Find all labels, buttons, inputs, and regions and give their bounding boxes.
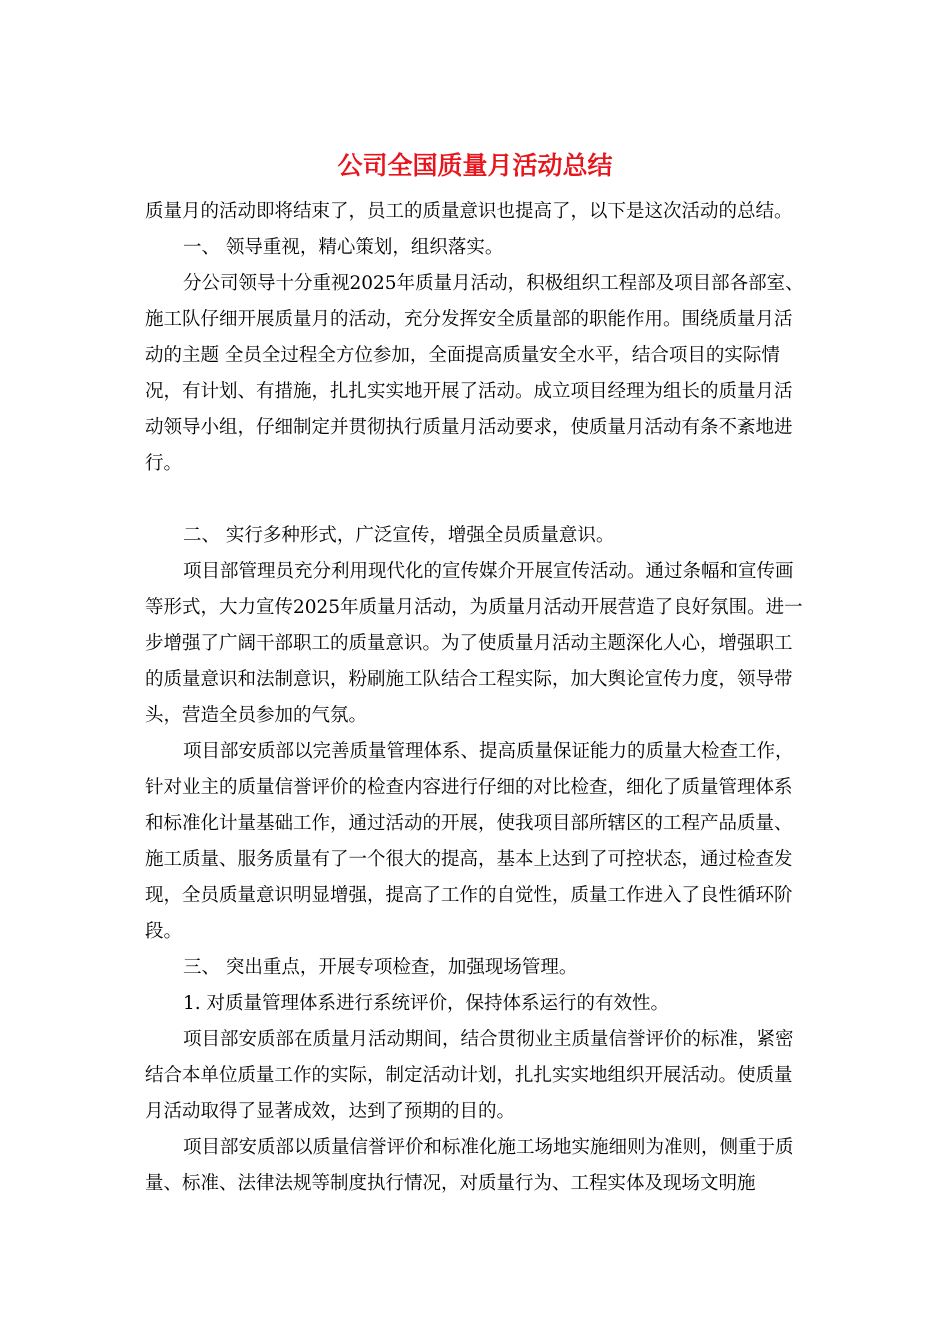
- blank-line: [145, 482, 810, 518]
- document-body: [145, 194, 810, 1202]
- paragraph: 项目部管理员充分利用现代化的宣传媒介开展宣传活动。通过条幅和宣传画等形式，大力宣传2025年质量月活动，为质量月活动开展营造了良好氛围。进一步增强了广阔干部职工的质量意识。为了使质量月活动主题深化人心，增强职工的质量意识和法制意识，粉刷施工队结合工程实际，加大舆论宣传力度，领导带头，营造全员参加的气氛。: [145, 561, 803, 726]
- paragraph: 项目部安质部在质量月活动期间，结合贯彻业主质量信誉评价的标准，紧密结合本单位质量工作的实际，制定活动计划，扎扎实实地组织开展活动。使质量月活动取得了显著成效，达到了预期的目的。: [145, 1029, 794, 1122]
- section-heading-1: 一、 领导重视，精心策划，组织落实。: [183, 237, 504, 258]
- document-title: 公司全国质量月活动总结: [337, 151, 613, 180]
- section-heading-3: 三、 突出重点，开展专项检查，加强现场管理。: [183, 957, 578, 978]
- paragraph: 项目部安质部以质量信誉评价和标准化施工场地实施细则为准则，侧重于质量、标准、法律法规等制度执行情况，对质量行为、工程实体及现场文明施: [145, 1137, 794, 1194]
- section-heading-2: 二、 实行多种形式，广泛宣传，增强全员质量意识。: [183, 525, 615, 546]
- paragraph: 分公司领导十分重视2025年质量月活动，积极组织工程部及项目部各部室、施工队仔细开展质量月的活动，充分发挥安全质量部的职能作用。围绕质量月活动的主题 全员全过程全方位参加，全面提高质量安全水平，结合项目的实际情况，有计划、有措施，扎扎实实地开展了活动。成立项目经理为组长的质量月活动领导小组，仔细制定并贯彻执行质量月活动要求，使质量月活动有条不紊地进行。: [145, 273, 804, 474]
- intro-paragraph: 质量月的活动即将结束了，员工的质量意识也提高了，以下是这次活动的总结。: [145, 201, 793, 222]
- paragraph: 项目部安质部以完善质量管理体系、提高质量保证能力的质量大检查工作，针对业主的质量信誉评价的检查内容进行仔细的对比检查，细化了质量管理体系和标准化计量基础工作，通过活动的开展，使我项目部所辖区的工程产品质量、施工质量、服务质量有了一个很大的提高，基本上达到了可控状态，通过检查发现，全员质量意识明显增强，提高了工作的自觉性，质量工作进入了良性循环阶段。: [145, 741, 794, 942]
- subsection-heading-1: 1. 对质量管理体系进行系统评价，保持体系运行的有效性。: [183, 993, 670, 1014]
